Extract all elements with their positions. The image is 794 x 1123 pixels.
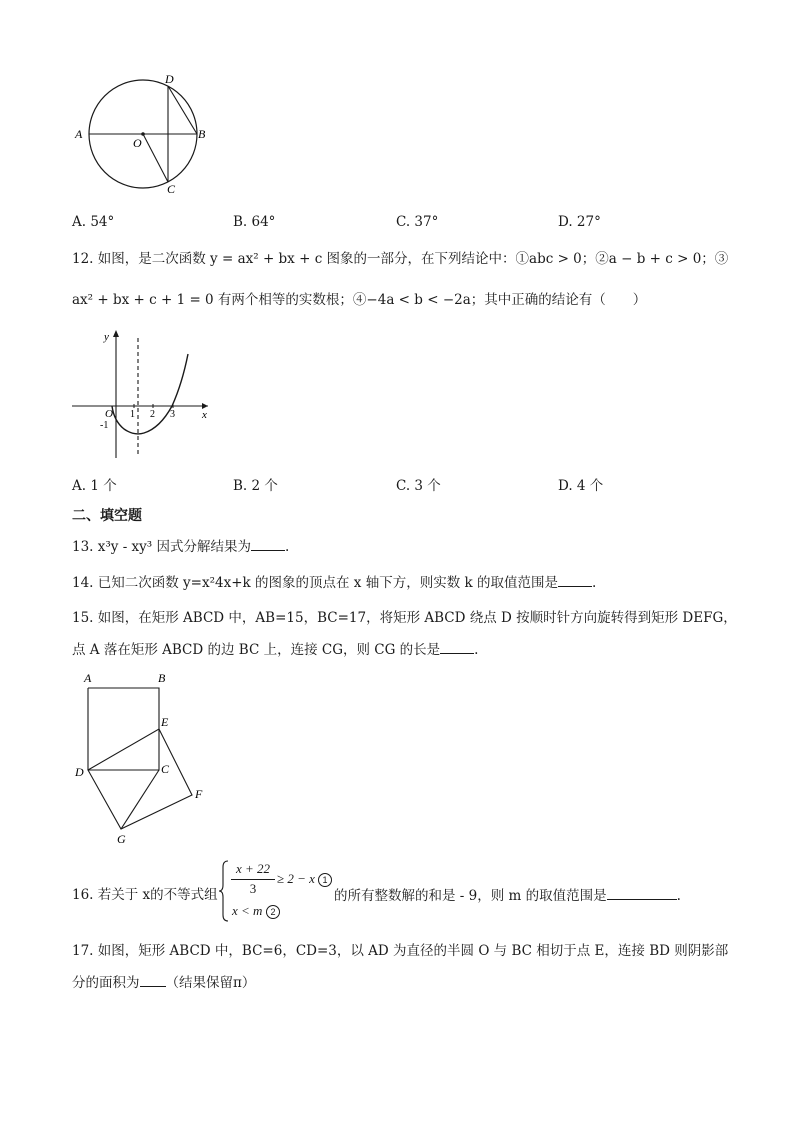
q13 [72, 537, 289, 556]
tick-label-neg1: -1 [100, 420, 109, 431]
q12-line2: ax² + bx + c + 1 = 0 有两个相等的实数根；④−4a < b < −2a；其中正确的结论有（ ） [72, 292, 647, 308]
tick-label-2: 2 [150, 409, 155, 420]
fraction-denominator: 3 [249, 881, 257, 896]
mark-2: 2 [266, 905, 280, 919]
inequality-system [218, 859, 330, 923]
q12-option-a: A. 1 个 [72, 478, 117, 494]
q15-text: 点 A 落在矩形 ABCD 的边 BC 上，连接 CG，则 CG 的长是 [72, 642, 441, 658]
q14 [72, 573, 596, 592]
fig15-label-b: B [158, 671, 166, 685]
q17-text: 分的面积为 [72, 975, 140, 991]
q13-end: . [285, 539, 290, 555]
q14-end: . [591, 575, 597, 591]
rectangle-defg [88, 729, 192, 829]
q13-answer-blank[interactable] [251, 537, 285, 551]
q12-option-d: D. 4 个 [558, 478, 604, 494]
q16-text: 的所有整数解的和是 - 9，则 m 的取值范围是 [334, 888, 607, 904]
label-b: B [198, 127, 206, 141]
circle-figure [70, 68, 220, 198]
q12-line1: 12. 如图，是二次函数 y = ax² + bx + c 图象的一部分，在下列结论中：①abc > 0；②a − b + c > 0；③ [72, 251, 729, 267]
q14-answer-blank[interactable] [558, 573, 592, 587]
fig15-label-d: D [75, 765, 84, 779]
label-d: D [165, 72, 174, 86]
parabola-curve [112, 354, 188, 434]
left-brace [218, 859, 230, 923]
fraction-bar [231, 879, 275, 880]
fig15-label-c: C [161, 762, 170, 776]
segment-oc [143, 134, 168, 182]
q17-line2 [72, 973, 255, 992]
inequality-1-rest: ≥ 2 − x [277, 871, 315, 886]
inequality-2: x < m [232, 903, 263, 918]
q16-rest [334, 886, 681, 905]
q14-text: 14. 已知二次函数 y=x²4x+k 的图象的顶点在 x 轴下方，则实数 k 的取值范围是 [72, 575, 558, 591]
x-axis-label: x [202, 409, 207, 421]
fig15-label-g: G [117, 832, 126, 846]
label-a: A [75, 127, 83, 141]
q15-answer-blank[interactable] [440, 640, 474, 654]
origin-label: O [105, 408, 113, 420]
center-point [141, 132, 145, 136]
label-o: O [133, 136, 142, 150]
tick-label-3: 3 [170, 409, 175, 420]
fig15-label-a: A [84, 671, 92, 685]
q15-end: . [474, 642, 479, 658]
fig15-label-f: F [195, 787, 203, 801]
fraction-numerator: x + 22 [235, 861, 271, 876]
q11-option-a: A. 54° [72, 214, 115, 230]
q16-answer-blank[interactable] [607, 886, 677, 900]
q16-prefix: 16. 若关于 x的不等式组 [72, 887, 218, 903]
parabola-graph [68, 322, 218, 462]
label-c: C [167, 182, 176, 196]
q11-option-d: D. 27° [558, 214, 601, 230]
q17-answer-blank[interactable] [140, 973, 166, 987]
q17-line1: 17. 如图，矩形 ABCD 中，BC=6，CD=3，以 AD 为直径的半圆 O 与 BC 相切于点 E，连接 BD 则阴影部 [72, 943, 729, 959]
y-axis-label: y [104, 331, 109, 343]
q12-option-b: B. 2 个 [233, 478, 278, 494]
tick-label-1: 1 [130, 409, 135, 420]
q15-line1: 15. 如图，在矩形 ABCD 中，AB=15，BC=17，将矩形 ABCD 绕点 D 按顺时针方向旋转得到矩形 DEFG， [72, 610, 737, 626]
fig15-label-e: E [161, 715, 169, 729]
q15-line2 [72, 640, 478, 659]
q17-end: （结果保留π） [165, 975, 256, 991]
rectangle-abcd [88, 688, 159, 770]
q13-text: 13. x³y - xy³ 因式分解结果为 [72, 539, 252, 555]
q11-option-c: C. 37° [396, 214, 439, 230]
section-fill-in-title: 二、填空题 [72, 508, 142, 524]
mark-1: 1 [318, 873, 332, 887]
segment-db [168, 86, 197, 134]
q12-option-c: C. 3 个 [396, 478, 441, 494]
q11-option-b: B. 64° [233, 214, 276, 230]
q16-end: . [676, 888, 681, 904]
rectangle-rotation-figure [70, 668, 220, 850]
